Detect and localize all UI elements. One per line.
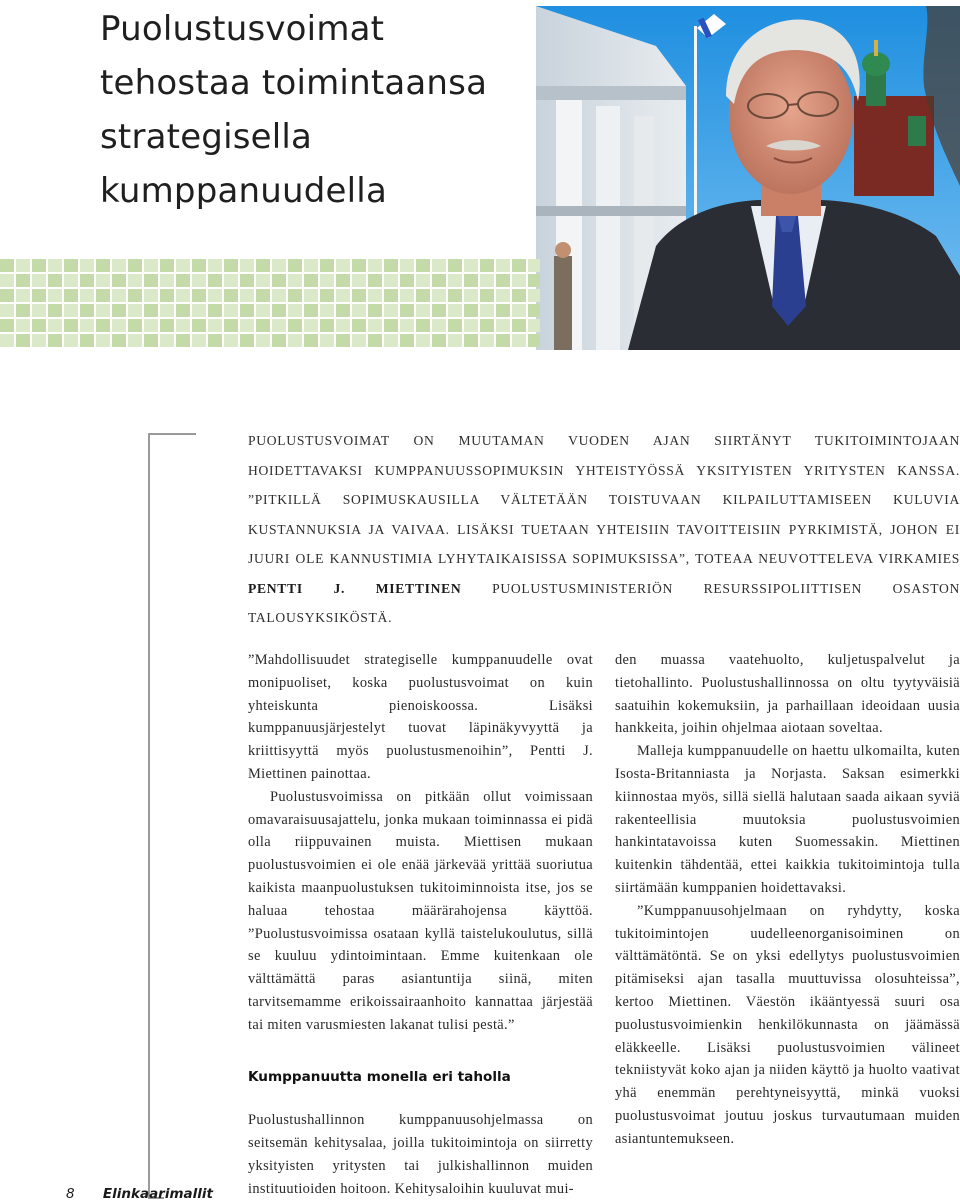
mosaic-tile [496,304,510,317]
mosaic-tile [160,319,174,332]
mosaic-tile [224,334,238,347]
mosaic-tile [512,274,526,287]
mosaic-tile [192,334,206,347]
mosaic-tile [368,259,382,272]
mosaic-tile [480,319,494,332]
mosaic-tile [176,259,190,272]
mosaic-tile [192,289,206,302]
mosaic-tile [32,274,46,287]
mosaic-tile [400,289,414,302]
mosaic-tile [224,319,238,332]
mosaic-tile [464,304,478,317]
mosaic-tile [480,274,494,287]
mosaic-tile [320,304,334,317]
body-paragraph: Malleja kumppanuudelle on haettu ulkomailta, kuten Isosta-Britanniasta ja Norjasta. Saksan esimerkki kiinnostaa myös, sillä siellä halutaan saada aikaan syviä rakenteellisia muutoksia puolustusvoimien hankintatavoissa kuten Suomessakin. Miettinen kuitenkin tähdentää, ettei kaikkia tukitoimintoja tulla siirtämään kumppanien hoidettavaksi. [615,743,960,896]
mosaic-tile [144,259,158,272]
mosaic-tile [320,274,334,287]
mosaic-tile [240,274,254,287]
mosaic-tile [432,289,446,302]
mosaic-tile [416,319,430,332]
mosaic-tile [352,259,366,272]
mosaic-tile [96,334,110,347]
mosaic-tile [16,289,30,302]
body-paragraph: Puolustushallinnon kumppanuusohjelmassa on seitsemän kehitysalaa, joilla tukitoimintoja on siirretty yksityisten yritysten tai julkishallinnon muiden instituutioiden hoitoon. Kehitysaloihin kuuluvat mui- [248,1112,593,1197]
mosaic-tile [64,274,78,287]
mosaic-tile [352,274,366,287]
mosaic-tile [448,259,462,272]
mosaic-tile [128,259,142,272]
title-line-2: tehostaa toimintaansa [100,63,488,103]
mosaic-tile [304,334,318,347]
mosaic-tile [176,304,190,317]
mosaic-tile [64,259,78,272]
mosaic-tile [320,289,334,302]
mosaic-tile [320,259,334,272]
mosaic-tile [480,259,494,272]
mosaic-tile [0,319,14,332]
mosaic-tile [208,274,222,287]
mosaic-tile [80,259,94,272]
mosaic-tile [288,319,302,332]
body-column-2 [615,649,960,1151]
mosaic-tile [528,274,540,287]
mosaic-tile [400,334,414,347]
mosaic-tile [528,334,540,347]
body-column-1 [248,649,593,1201]
mosaic-tile [32,334,46,347]
mosaic-tile [256,319,270,332]
mosaic-tile [128,334,142,347]
mosaic-tile [208,289,222,302]
mosaic-tile [48,274,62,287]
mosaic-tile [496,334,510,347]
mosaic-tile [384,274,398,287]
mosaic-tile [304,274,318,287]
mosaic-tile [496,259,510,272]
mosaic-tile [48,304,62,317]
mosaic-tile [320,319,334,332]
mosaic-tile [448,304,462,317]
mosaic-tile [128,304,142,317]
mosaic-tile [208,259,222,272]
mosaic-tile [272,259,286,272]
title-line-4: kumppanuudella [100,171,387,211]
mosaic-tile [0,334,14,347]
mosaic-tile [64,304,78,317]
mosaic-tile [512,334,526,347]
mosaic-tile [96,259,110,272]
mosaic-tile [368,304,382,317]
mosaic-tile [224,259,238,272]
mosaic-tile [464,274,478,287]
mosaic-tile [112,259,126,272]
mosaic-tile [480,304,494,317]
mosaic-tile [176,289,190,302]
mosaic-tile [336,289,350,302]
mosaic-tile [48,319,62,332]
title-line-1: Puolustusvoimat [100,9,385,49]
mosaic-tile [16,334,30,347]
mosaic-tile [160,304,174,317]
mosaic-tile [288,334,302,347]
mosaic-tile [416,289,430,302]
mosaic-tile [48,289,62,302]
lead-tail: PUOLUSTUSMINISTERIÖN RESURSSIPOLIITTISEN OSASTON TALOUSYKSIKÖSTÄ. [248,580,960,625]
mosaic-tile [240,289,254,302]
mosaic-tile [448,319,462,332]
mosaic-tile [176,319,190,332]
mosaic-tile [352,319,366,332]
mosaic-tile [0,289,14,302]
mosaic-tile [464,334,478,347]
mosaic-tile [64,319,78,332]
mosaic-tile [160,289,174,302]
mosaic-tile [256,274,270,287]
mosaic-tile [192,259,206,272]
mosaic-tile [80,319,94,332]
mosaic-tile [368,274,382,287]
mosaic-tile [496,289,510,302]
mosaic-tile [384,334,398,347]
mosaic-tile [32,259,46,272]
mosaic-tile [256,289,270,302]
mosaic-tile [128,289,142,302]
page-number: 8 [66,1186,75,1202]
mosaic-tile [160,259,174,272]
mosaic-tile [16,304,30,317]
mosaic-tile [112,334,126,347]
mosaic-tile [272,274,286,287]
mosaic-tile [224,274,238,287]
mosaic-tile [160,334,174,347]
mosaic-tile [144,319,158,332]
mosaic-tile [80,274,94,287]
mosaic-tile [384,289,398,302]
mosaic-tile [496,319,510,332]
mosaic-tile [96,274,110,287]
mosaic-tile [464,259,478,272]
mosaic-tile [384,304,398,317]
mosaic-tile [480,334,494,347]
mosaic-tile [16,319,30,332]
mosaic-tile [144,274,158,287]
mosaic-tile [432,304,446,317]
mosaic-tile [352,304,366,317]
lead-person-name: PENTTI J. MIETTINEN [248,580,462,596]
mosaic-tile [416,334,430,347]
mosaic-tile [240,319,254,332]
mosaic-tile [176,274,190,287]
body-paragraph: ”Kumppanuusohjelmaan on ryhdytty, koska tukitoimintojen uudelleenorganisoiminen on välttämätöntä. Se on yksi edellytys puolustusvoimien pitämiseksi ajan tasalla muuttuvissa olosuhteissa”, kertoo Miettinen. Väestön ikääntyessä suuri osa puolustusvoimienkin henkilökunnasta on jäämässä eläkkeelle. Lisäksi puolustusvoimien välineet tekniistyvät koko ajan ja niiden käyttö ja huolto vaativat yhä enemmän perehtyneisyyttä, minkä vuoksi puolustusvoimat joutuu joskus turvautumaan muiden asiantuntemukseen. [615,902,960,1147]
mosaic-tile [80,334,94,347]
mosaic-tile [320,334,334,347]
mosaic-tile [432,274,446,287]
mosaic-tile [208,319,222,332]
mosaic-tile [400,319,414,332]
mosaic-tile [368,319,382,332]
mosaic-tile [96,304,110,317]
mosaic-tile [32,319,46,332]
mosaic-tile [304,289,318,302]
mosaic-tile [528,259,540,272]
mosaic-tile [32,289,46,302]
mosaic-tile [256,334,270,347]
mosaic-tile [288,259,302,272]
publication-name: Elinkaarimallit [102,1186,213,1202]
mosaic-tile [432,259,446,272]
mosaic-tile [464,289,478,302]
mosaic-tile [272,304,286,317]
mosaic-tile [304,319,318,332]
mosaic-tile [144,304,158,317]
body-paragraph: den muassa vaatehuolto, kuljetuspalvelut ja tietohallinto. Puolustushallinnossa on oltu tyytyväisiä saatuihin kokemuksiin, ja parhaillaan ideoidaan uusia hankkeita, joihin ohjelmaa aiotaan soveltaa. [615,652,960,737]
mosaic-tile [192,319,206,332]
mosaic-tile [352,334,366,347]
mosaic-tile [144,289,158,302]
mosaic-tile [384,319,398,332]
mosaic-tile [176,334,190,347]
mosaic-tile [400,274,414,287]
mosaic-tile [80,289,94,302]
mosaic-tile [16,274,30,287]
mosaic-tile [304,259,318,272]
page-footer [66,1186,213,1202]
mosaic-tile [432,319,446,332]
mosaic-tile [448,334,462,347]
mosaic-tile [64,334,78,347]
decorative-mosaic [0,259,540,349]
mosaic-tile [336,334,350,347]
mosaic-tile [336,274,350,287]
decorative-bracket [148,433,196,1199]
mosaic-tile [64,289,78,302]
mosaic-tile [416,259,430,272]
mosaic-tile [368,289,382,302]
mosaic-tile [208,334,222,347]
mosaic-tile [304,304,318,317]
mosaic-tile [512,304,526,317]
mosaic-tile [528,319,540,332]
mosaic-tile [240,334,254,347]
lead-paragraph [248,426,960,633]
mosaic-tile [512,319,526,332]
mosaic-tile [32,304,46,317]
mosaic-tile [16,259,30,272]
mosaic-tile [240,259,254,272]
mosaic-tile [336,304,350,317]
mosaic-tile [48,334,62,347]
mosaic-tile [528,289,540,302]
mosaic-tile [352,289,366,302]
mosaic-tile [368,334,382,347]
mosaic-tile [80,304,94,317]
mosaic-tile [256,259,270,272]
mosaic-tile [336,319,350,332]
mosaic-tile [96,289,110,302]
mosaic-tile [272,289,286,302]
mosaic-tile [0,259,14,272]
mosaic-tile [192,274,206,287]
mosaic-tile [240,304,254,317]
mosaic-tile [480,289,494,302]
mosaic-tile [400,304,414,317]
mosaic-tile [272,319,286,332]
mosaic-tile [272,334,286,347]
mosaic-tile [416,274,430,287]
mosaic-tile [224,304,238,317]
mosaic-tile [48,259,62,272]
body-paragraph: Puolustusvoimissa on pitkään ollut voimissaan omavaraisuusajattelu, jonka mukaan toiminnassa ei pidä olla riippuvainen muista. Miettisen mukaan puolustusvoimien ei ole enää järkevää yrittää suoriutua kaikista maanpuolustuksen tukitoiminnoista itse, jos se haluaa tehostaa määrärahojensa käyttöä. ”Puolustusvoimissa osataan kyllä taistelukoulutus, sillä se kuuluu ydintoimintaan. Emme kuitenkaan ole välttämättä paras asiantuntija siinä, miten tarvitsemamme erikoissairaanhoito kannattaa järjestää tai miten varusmiesten lakanat tulisi pestä.” [248,788,593,1033]
mosaic-tile [112,274,126,287]
mosaic-tile [128,319,142,332]
mosaic-tile [192,304,206,317]
portrait-photo [536,6,960,350]
mosaic-tile [448,274,462,287]
title-line-3: strategisella [100,117,313,157]
mosaic-tile [144,334,158,347]
mosaic-tile [512,289,526,302]
mosaic-tile [256,304,270,317]
mosaic-tile [112,304,126,317]
mosaic-tile [112,319,126,332]
mosaic-tile [432,334,446,347]
body-paragraph: ”Mahdollisuudet strategiselle kumppanuudelle ovat monipuoliset, koska puolustusvoimat on kuin yhteiskunta pienoiskoossa. Lisäksi kumppanuusjärjestelyt tuovat läpinäkyvyyttä ja kriittisyyttä myös puolustusmenoihin”, Pentti J. Miettinen painottaa. [248,652,593,782]
mosaic-tile [0,274,14,287]
mosaic-tile [384,259,398,272]
mosaic-tile [208,304,222,317]
mosaic-tile [288,289,302,302]
mosaic-tile [288,304,302,317]
mosaic-tile [416,304,430,317]
mosaic-tile [464,319,478,332]
mosaic-tile [224,289,238,302]
mosaic-tile [512,259,526,272]
mosaic-tile [496,274,510,287]
lead-text: PUOLUSTUSVOIMAT ON MUUTAMAN VUODEN AJAN SIIRTÄNYT TUKITOIMINTOJAAN HOIDETTAVAKSI KUMPPANUUSSOPIMUKSIN YHTEISTYÖSSÄ YKSITYISTEN YRITYSTEN KANSSA. ”PITKILLÄ SOPIMUSKAUSILLA VÄLTETÄÄN TOISTUVAAN KILPAILUTTAMISEEN KULUVIA KUSTANNUKSIA JA VAIVAA. LISÄKSI TUETAAN YHTEISIIN TAVOITTEISIIN PYRKIMISTÄ, JOHON EI JUURI OLE KANNUSTIMIA LYHYTAIKAISISSA SOPIMUKSISSA”, TOTEAA NEUVOTTELEVA VIRKAMIES [248,433,960,566]
section-subheading: Kumppanuutta monella eri taholla [248,1068,511,1085]
mosaic-tile [400,259,414,272]
mosaic-tile [0,304,14,317]
mosaic-tile [448,289,462,302]
mosaic-tile [336,259,350,272]
mosaic-tile [288,274,302,287]
mosaic-tile [128,274,142,287]
mosaic-tile [528,304,540,317]
mosaic-tile [160,274,174,287]
mosaic-tile [112,289,126,302]
page-title [100,2,520,218]
mosaic-tile [96,319,110,332]
